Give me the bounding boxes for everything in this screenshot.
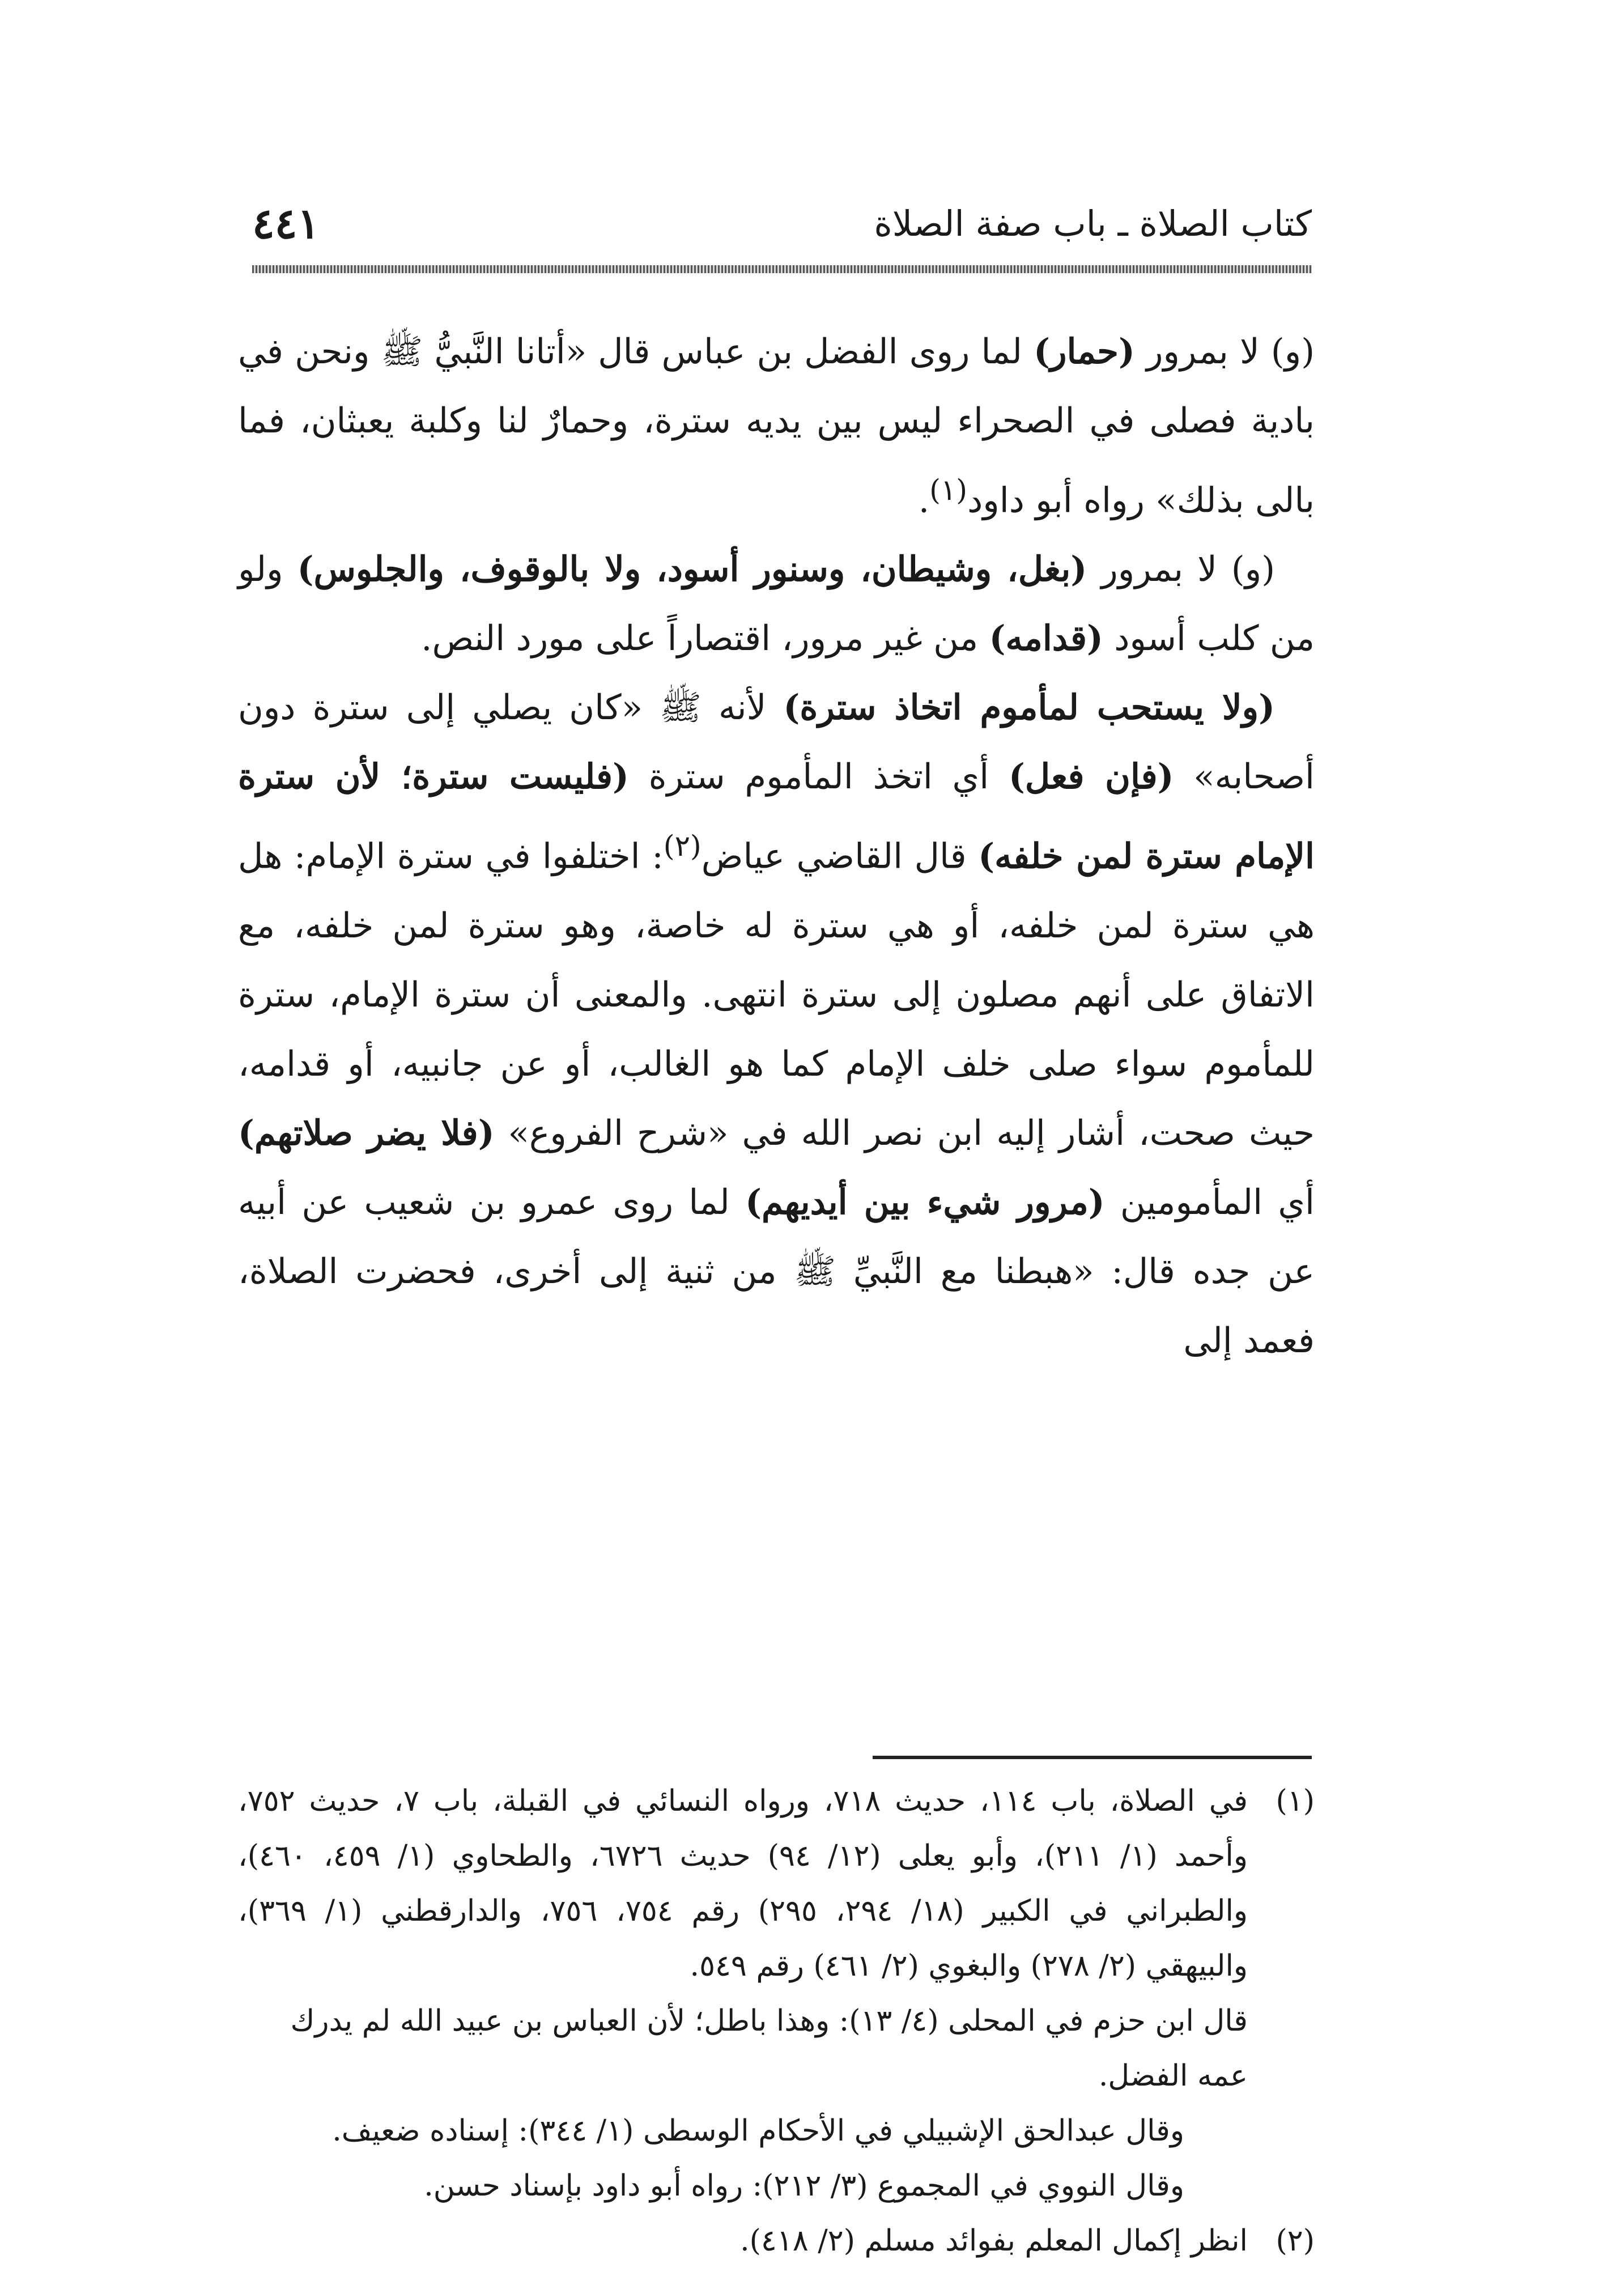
p2-text-a: (و) لا بمرور [1087, 549, 1275, 590]
p1-text-a: (و) لا بمرور [1134, 332, 1315, 372]
header-divider [252, 265, 1312, 273]
paragraph-2 [238, 535, 1315, 673]
chapter-title: كتاب الصلاة ـ باب صفة الصلاة [874, 203, 1312, 244]
p1-end: . [918, 480, 930, 521]
p2-text-c: من غير مرور، اقتصاراً على مورد النص. [421, 618, 989, 659]
p2-bold-a: (بغل، وشيطان، وسنور أسود، ولا بالوقوف، والجلوس) [297, 549, 1087, 590]
p3-text-f: لما روى عمرو بن شعيب عن أبيه عن جده قال: «هبطنا مع النَّبيِّ ﷺ من ثنية إلى أخرى، فحضرت الصلاة، فعمد إلى [238, 1182, 1315, 1361]
footnote-1-note: وقال عبدالحق الإشبيلي في الأحكام الوسطى (١/ ٣٤٤): إسناده ضعيف. [332, 2114, 1184, 2148]
footnote-text: انظر إكمال المعلم بفوائد مسلم (٢/ ٤١٨). [740, 2224, 1248, 2258]
p3-text-d: : اختلفوا في سترة الإمام: هل هي سترة لمن خلفه، أو هي سترة له خاصة، وهو سترة لمن خلفه، مع الاتفاق على أنهم مصلون إلى سترة انتهى. والمعنى أن سترة الإمام، سترة للمأموم سواء صلى خلف الإمام كما هو الغالب، أو عن جانبيه، أو قدامه، حيث صحت، أشار إليه ابن نصر الله في «شرح الفروع» [238, 836, 1315, 1153]
p3-text-a: لأنه ﷺ «كان يصلي إلى سترة دون أصحابه» [238, 687, 1315, 797]
paragraph-3 [238, 673, 1315, 1375]
p3-bold-e: (مرور شيء بين أيديهم) [745, 1182, 1105, 1222]
p2-text-b: ولو من كلب أسود [238, 549, 1315, 659]
footnote-2 [238, 2214, 1315, 2269]
p2-bold-b: (قدامه) [989, 618, 1103, 659]
p3-bold-b: (فإن فعل) [1008, 757, 1174, 797]
p3-text-b: أي اتخذ المأموم سترة [628, 757, 1009, 797]
paragraph-1 [238, 317, 1315, 535]
footnote-1-note: قال ابن حزم في المحلى (٤/ ١٣): وهذا باطل؛ لأن العباس بن عبيد الله لم يدرك عمه الفضل. [290, 2004, 1248, 2093]
footnote-number: (٢) [1276, 2224, 1315, 2258]
page-number: ٤٤١ [252, 199, 320, 248]
p1-bold-a: (حمار) [1034, 332, 1135, 372]
p3-bold-c: (فليست سترة؛ لأن سترة الإمام سترة لمن خلفه) [238, 757, 1315, 877]
footnote-separator [873, 1756, 1312, 1759]
p1-text-b: لما روى الفضل بن عباس قال «أتانا النَّبيُّ ﷺ ونحن في بادية فصلى في الصحراء ليس بين يديه سترة، وحمارٌ لنا وكلبة يعبثان، فما بالى بذلك» رواه أبو داود [238, 332, 1315, 521]
footnote-text: في الصلاة، باب ١١٤، حديث ٧١٨، ورواه النسائي في القبلة، باب ٧، حديث ٧٥٢، وأحمد (١/ ٢١١)، وأبو يعلى (١٢/ ٩٤) حديث ٦٧٢٦، والطحاوي (١/ ٤٥٩، ٤٦٠)، والطبراني في الكبير (١٨/ ٢٩٤، ٢٩٥) رقم ٧٥٤، ٧٥٦، والدارقطني (١/ ٣٦٩)، والبيهقي (٢/ ٢٧٨) والبغوي (٢/ ٤٦١) رقم ٥٤٩. [238, 1784, 1248, 1983]
p3-text-c: قال القاضي عياض [701, 836, 979, 877]
footnote-number: (١) [1276, 1784, 1315, 1818]
running-header [252, 196, 1312, 252]
footnote-ref-2[interactable]: (٢) [663, 829, 702, 863]
footnote-1 [238, 1774, 1315, 1994]
footnotes [238, 1774, 1315, 2269]
footnote-ref-1[interactable]: (١) [929, 473, 968, 507]
p3-text-e: أي المأمومين [1104, 1182, 1315, 1222]
p3-bold-a: (ولا يستحب لمأموم اتخاذ سترة) [783, 687, 1275, 728]
p3-bold-d: (فلا يضر صلاتهم) [238, 1112, 495, 1153]
footnote-1-note: وقال النووي في المجموع (٣/ ٢١٢): رواه أبو داود بإسناد حسن. [424, 2169, 1184, 2203]
main-text [238, 317, 1315, 1375]
